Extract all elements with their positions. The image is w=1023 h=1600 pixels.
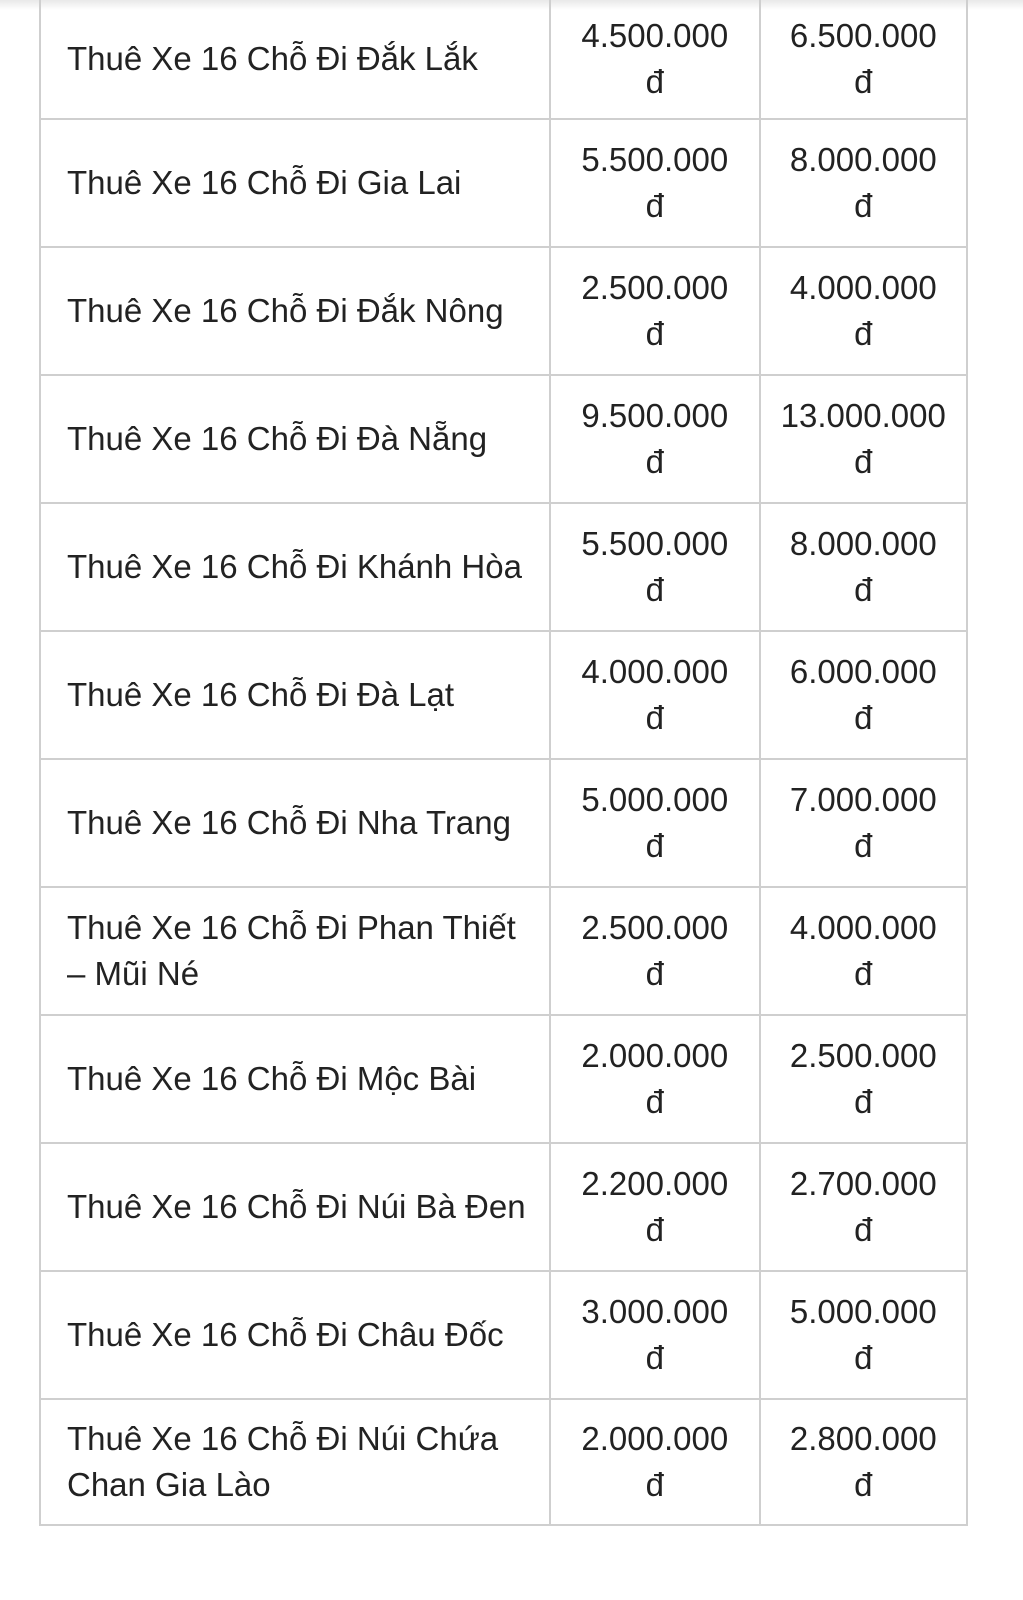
currency-unit: đ [854, 443, 873, 480]
currency-unit: đ [854, 1339, 873, 1376]
price-cell-2 [760, 1399, 967, 1525]
price-value: 3.000.000 [581, 1293, 729, 1330]
price-value: 5.500.000 [581, 525, 729, 562]
table-row [40, 887, 967, 1015]
price-cell-1 [550, 1143, 759, 1271]
currency-unit: đ [854, 955, 873, 992]
currency-unit: đ [645, 443, 664, 480]
currency-unit: đ [645, 187, 664, 224]
route-cell: Thuê Xe 16 Chỗ Đi Núi Bà Đen [40, 1143, 550, 1271]
route-cell: Thuê Xe 16 Chỗ Đi Núi Chứa Chan Gia Lào [40, 1399, 550, 1525]
price-value: 5.000.000 [581, 781, 729, 818]
price-cell-1 [550, 631, 759, 759]
price-table-body [40, 0, 967, 1525]
price-value: 7.000.000 [789, 781, 937, 818]
price-value: 4.000.000 [789, 909, 937, 946]
price-cell-2 [760, 0, 967, 119]
price-value: 2.500.000 [581, 909, 729, 946]
price-value: 6.000.000 [789, 653, 937, 690]
table-row [40, 119, 967, 247]
price-cell-1 [550, 887, 759, 1015]
price-cell-2 [760, 631, 967, 759]
price-cell-1 [550, 503, 759, 631]
table-row [40, 759, 967, 887]
price-value: 2.700.000 [789, 1165, 937, 1202]
table-row [40, 375, 967, 503]
currency-unit: đ [854, 63, 873, 100]
table-row [40, 247, 967, 375]
price-value: 2.500.000 [581, 269, 729, 306]
route-cell: Thuê Xe 16 Chỗ Đi Đắk Nông [40, 247, 550, 375]
table-row [40, 0, 967, 119]
currency-unit: đ [645, 699, 664, 736]
route-cell: Thuê Xe 16 Chỗ Đi Phan Thiết – Mũi Né [40, 887, 550, 1015]
price-value: 4.000.000 [581, 653, 729, 690]
price-value: 9.500.000 [581, 397, 729, 434]
currency-unit: đ [645, 827, 664, 864]
price-table [39, 0, 968, 1526]
price-cell-1 [550, 0, 759, 119]
price-cell-1 [550, 119, 759, 247]
currency-unit: đ [645, 1211, 664, 1248]
price-value: 6.500.000 [789, 17, 937, 54]
price-value: 4.000.000 [789, 269, 937, 306]
currency-unit: đ [854, 315, 873, 352]
currency-unit: đ [854, 1083, 873, 1120]
price-cell-2 [760, 375, 967, 503]
price-cell-2 [760, 1271, 967, 1399]
table-row [40, 1271, 967, 1399]
route-cell: Thuê Xe 16 Chỗ Đi Đắk Lắk [40, 0, 550, 119]
currency-unit: đ [645, 1083, 664, 1120]
currency-unit: đ [645, 1339, 664, 1376]
price-value: 2.500.000 [789, 1037, 937, 1074]
price-value: 4.500.000 [581, 17, 729, 54]
price-cell-1 [550, 1015, 759, 1143]
price-value: 2.800.000 [789, 1420, 937, 1457]
table-row [40, 1399, 967, 1525]
price-cell-1 [550, 1271, 759, 1399]
table-row [40, 503, 967, 631]
currency-unit: đ [854, 571, 873, 608]
price-value: 8.000.000 [789, 141, 937, 178]
price-cell-2 [760, 1015, 967, 1143]
price-cell-1 [550, 759, 759, 887]
route-cell: Thuê Xe 16 Chỗ Đi Châu Đốc [40, 1271, 550, 1399]
price-cell-2 [760, 503, 967, 631]
price-cell-2 [760, 1143, 967, 1271]
currency-unit: đ [645, 955, 664, 992]
price-value: 8.000.000 [789, 525, 937, 562]
currency-unit: đ [645, 63, 664, 100]
price-cell-2 [760, 887, 967, 1015]
route-cell: Thuê Xe 16 Chỗ Đi Đà Nẵng [40, 375, 550, 503]
price-value: 5.500.000 [581, 141, 729, 178]
table-row [40, 1143, 967, 1271]
price-value: 2.000.000 [581, 1037, 729, 1074]
currency-unit: đ [645, 315, 664, 352]
table-row [40, 631, 967, 759]
currency-unit: đ [854, 699, 873, 736]
currency-unit: đ [645, 571, 664, 608]
price-value: 13.000.000 [780, 397, 946, 434]
price-cell-2 [760, 759, 967, 887]
route-cell: Thuê Xe 16 Chỗ Đi Gia Lai [40, 119, 550, 247]
price-cell-1 [550, 375, 759, 503]
price-value: 2.000.000 [581, 1420, 729, 1457]
currency-unit: đ [645, 1466, 664, 1503]
table-row [40, 1015, 967, 1143]
currency-unit: đ [854, 827, 873, 864]
price-cell-1 [550, 247, 759, 375]
currency-unit: đ [854, 1211, 873, 1248]
price-cell-1 [550, 1399, 759, 1525]
price-cell-2 [760, 247, 967, 375]
currency-unit: đ [854, 1466, 873, 1503]
route-cell: Thuê Xe 16 Chỗ Đi Đà Lạt [40, 631, 550, 759]
price-value: 5.000.000 [789, 1293, 937, 1330]
price-value: 2.200.000 [581, 1165, 729, 1202]
route-cell: Thuê Xe 16 Chỗ Đi Mộc Bài [40, 1015, 550, 1143]
price-cell-2 [760, 119, 967, 247]
currency-unit: đ [854, 187, 873, 224]
route-cell: Thuê Xe 16 Chỗ Đi Nha Trang [40, 759, 550, 887]
route-cell: Thuê Xe 16 Chỗ Đi Khánh Hòa [40, 503, 550, 631]
